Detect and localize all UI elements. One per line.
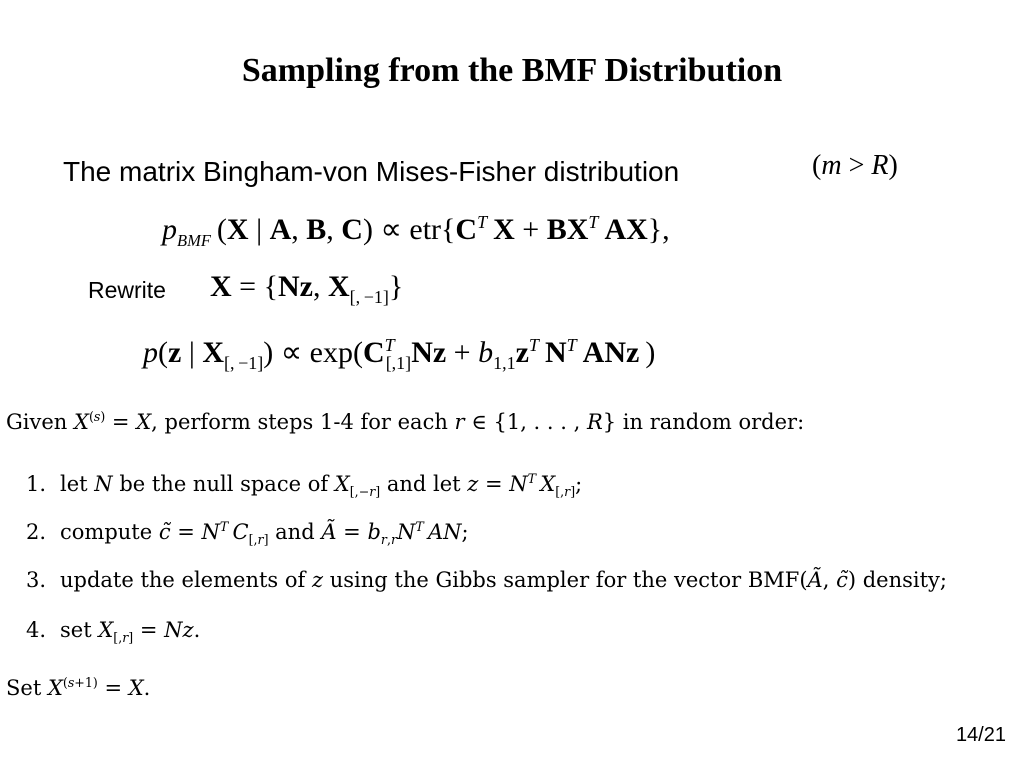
intro-text: The matrix Bingham-von Mises-Fisher distribution <box>63 156 680 187</box>
intro-condition: (m > R) <box>812 150 898 181</box>
algorithm-outro: Set $X^{(s+1)} = X$. <box>6 675 151 700</box>
algorithm-step-1: 1. let N be the null space of $X_{[,-r]}$ and let $z = N^T$ $X_{[,r]}$; <box>26 471 583 500</box>
algorithm-step-3: 3. update the elements of z using the Gibbs sampler for the vector BMF(Ã, c̃) density; <box>26 568 947 592</box>
algorithm-step-2: 2. compute c̃ = $N^T$ $C_{[,r]}$ and Ã = $b_{r,r}N^T$ AN; <box>26 519 469 548</box>
equation-rewrite: X = {Nz, $X_{[, -1]}$} <box>210 270 404 307</box>
equation-density: $p_{BMF}$ (X | A, B, $C) \propto etr\{C^T$ $X + BX^T$ AX}, <box>162 212 670 250</box>
algorithm-intro: Given $X^{(s)} = X$, perform steps 1-4 for each r ∈ {1, . . . , R} in random order: <box>6 409 805 434</box>
rewrite-label: Rewrite <box>88 277 166 303</box>
equation-conditional: p(z | $X_{[, -1]}) \propto \exp(C^T_{[,1]}Nz + b_{1,1}z^T$ $N^T$ ANz ) <box>143 335 656 373</box>
page-number: 14/21 <box>955 724 1006 746</box>
slide-title: Sampling from the BMF Distribution <box>241 52 783 89</box>
algorithm-step-4: 4. set $X_{[,r]} = Nz$. <box>26 618 201 646</box>
